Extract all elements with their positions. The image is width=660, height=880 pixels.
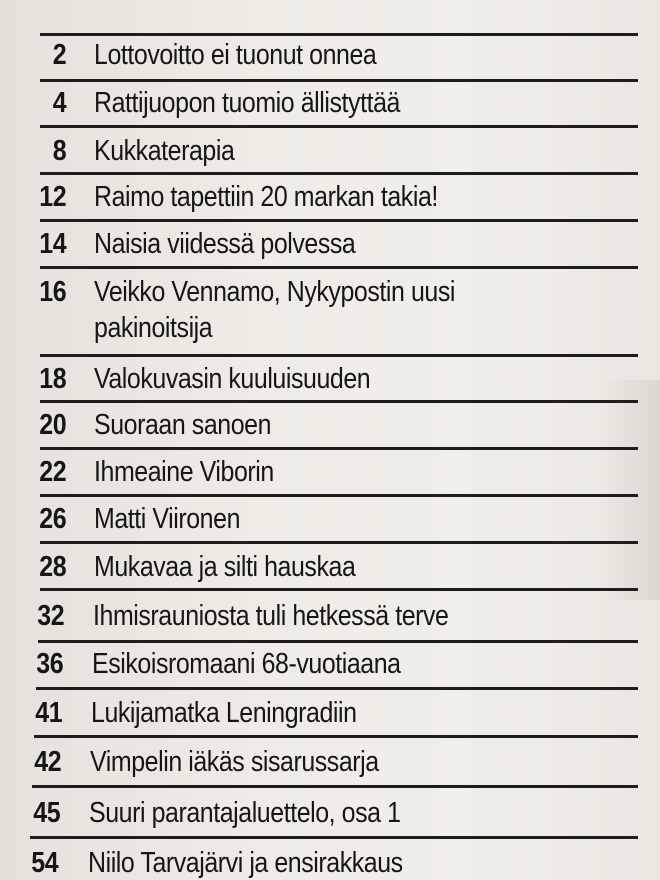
article-title: Mukavaa ja silti hauskaa	[94, 551, 356, 583]
page-number: 28	[39, 551, 67, 583]
page-number: 20	[39, 409, 67, 441]
article-title: Suuri parantajaluettelo, osa 1	[89, 797, 401, 829]
page-number: 14	[39, 228, 67, 260]
article-title: Naisia viidessä polvessa	[94, 228, 356, 260]
page-number: 36	[36, 648, 64, 680]
divider	[34, 735, 638, 738]
page-number: 16	[39, 276, 67, 308]
divider	[40, 588, 638, 591]
divider	[40, 219, 638, 222]
article-title: Ihmeaine Viborin	[94, 456, 274, 488]
divider	[40, 172, 638, 175]
article-title: Suoraan sanoen	[94, 409, 272, 441]
page-number: 2	[52, 39, 67, 71]
article-title: Ihmisrauniosta tuli hetkessä terve	[93, 600, 449, 632]
divider	[40, 494, 638, 497]
page-number: 42	[34, 746, 62, 778]
article-title: Kukkaterapia	[94, 135, 235, 167]
divider	[32, 785, 638, 788]
page-shadow	[600, 380, 660, 600]
divider	[38, 640, 638, 643]
divider	[40, 541, 638, 544]
article-title-continued: pakinoitsija	[94, 312, 213, 344]
article-title: Matti Viironen	[94, 503, 241, 535]
divider	[36, 687, 638, 690]
article-title: Vimpelin iäkäs sisarussarja	[90, 746, 379, 778]
divider	[40, 33, 638, 36]
article-title: Lottovoitto ei tuonut onnea	[94, 39, 377, 71]
page-number: 4	[52, 87, 67, 119]
page-number: 32	[37, 600, 65, 632]
divider	[30, 836, 638, 839]
article-title: Rattijuopon tuomio ällistyttää	[94, 87, 400, 119]
article-title: Niilo Tarvajärvi ja ensirakkaus	[88, 847, 403, 879]
article-title: Valokuvasin kuuluisuuden	[94, 363, 371, 395]
page-number: 18	[39, 363, 67, 395]
page-number: 45	[33, 797, 61, 829]
divider	[40, 266, 638, 269]
article-title: Esikoisromaani 68-vuotiaana	[92, 648, 401, 680]
page-number: 41	[35, 697, 63, 729]
divider	[40, 79, 638, 82]
article-title: Raimo tapettiin 20 markan takia!	[94, 181, 438, 213]
article-title: Veikko Vennamo, Nykypostin uusi	[94, 276, 455, 308]
divider	[40, 447, 638, 450]
page-number: 8	[52, 135, 67, 167]
divider	[40, 354, 638, 357]
divider	[40, 400, 638, 403]
page-number: 54	[31, 847, 59, 879]
page-number: 26	[39, 503, 67, 535]
divider	[40, 125, 638, 128]
page-number: 12	[39, 181, 67, 213]
page-number: 22	[39, 456, 67, 488]
article-title: Lukijamatka Leningradiin	[91, 697, 357, 729]
